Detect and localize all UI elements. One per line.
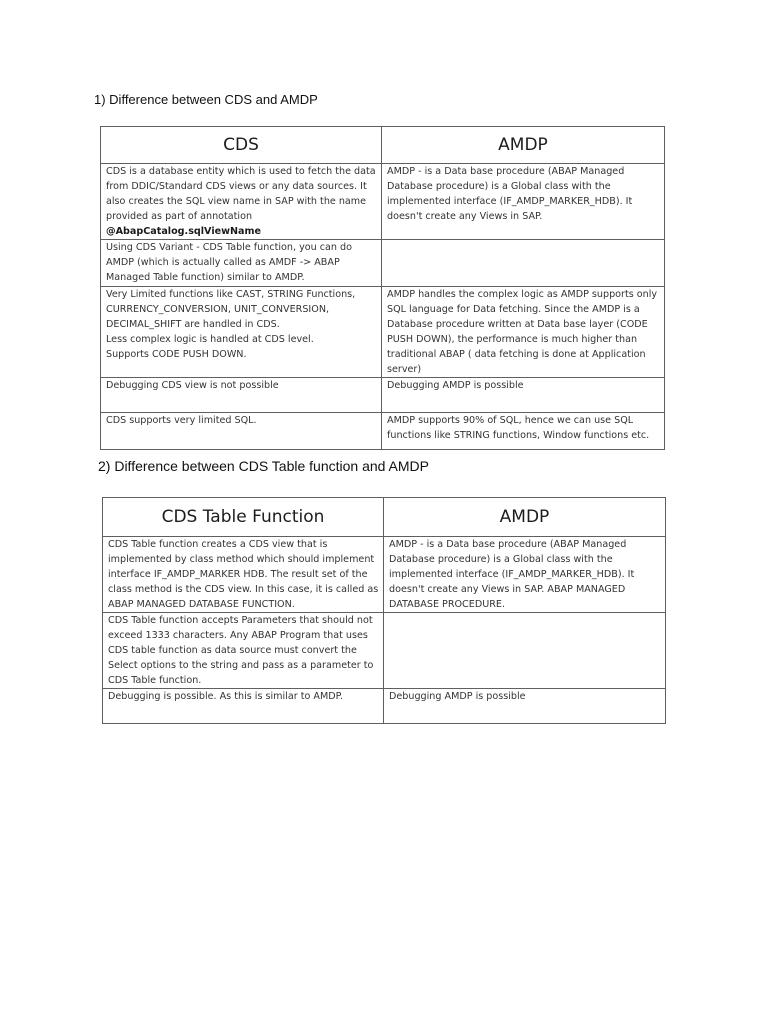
annotation-name: @AbapCatalog.sqlViewName — [106, 226, 261, 237]
cds-vs-amdp-table — [100, 126, 665, 450]
cds-tf-cell-parameters: CDS Table function accepts Parameters that should not exceed 1333 characters. Any ABAP Program that uses CDS table function as data source must convert the Select options to the string and pass as a parameter to CDS Table function. — [103, 613, 384, 689]
table-row — [103, 537, 666, 613]
table-row — [101, 240, 665, 287]
cds-cell-debugging: Debugging CDS view is not possible — [101, 378, 382, 413]
table-row — [103, 689, 666, 724]
cds-tf-cell-debugging: Debugging is possible. As this is similar to AMDP. — [103, 689, 384, 724]
table-row — [101, 287, 665, 378]
amdp-cell-functions: AMDP handles the complex logic as AMDP supports only SQL language for Data fetching. Since the AMDP is a Database procedure written at Data base layer (CODE PUSH DOWN), the performance is much higher than traditional ABAP ( data fetching is done at Application server) — [382, 287, 665, 378]
amdp-cell-variant — [382, 240, 665, 287]
cds-cell-definition — [101, 164, 382, 240]
amdp-cell-sql: AMDP supports 90% of SQL, hence we can use SQL functions like STRING functions, Window functions etc. — [382, 413, 665, 450]
table-header-row — [103, 498, 666, 537]
column-header-amdp: AMDP — [384, 498, 666, 537]
amdp-cell-debugging: Debugging AMDP is possible — [384, 689, 666, 724]
cds-cell-variant: Using CDS Variant - CDS Table function, you can do AMDP (which is actually called as AMDF -> ABAP Managed Table function) similar to AMDP. — [101, 240, 382, 287]
cds-table-function-vs-amdp-table — [102, 497, 666, 724]
cds-cell-sql: CDS supports very limited SQL. — [101, 413, 382, 450]
section-1-heading: 1) Difference between CDS and AMDP — [94, 92, 318, 107]
column-header-amdp: AMDP — [382, 127, 665, 164]
table-row — [101, 413, 665, 450]
table-row — [101, 378, 665, 413]
cds-tf-cell-definition: CDS Table function creates a CDS view that is implemented by class method which should implement interface IF_AMDP_MARKER HDB. The result set of the class method is the CDS view. In this case, it is called as ABAP MANAGED DATABASE FUNCTION. — [103, 537, 384, 613]
amdp-cell-definition: AMDP - is a Data base procedure (ABAP Managed Database procedure) is a Global class with the implemented interface (IF_AMDP_MARKER_HDB). It doesn't create any Views in SAP. — [382, 164, 665, 240]
amdp-cell-definition: AMDP - is a Data base procedure (ABAP Managed Database procedure) is a Global class with the implemented interface (IF_AMDP_MARKER_HDB). It doesn't create any Views in SAP. ABAP MANAGED DATABASE PROCEDURE. — [384, 537, 666, 613]
cell-text: CDS is a database entity which is used to fetch the data from DDIC/Standard CDS views or any data sources. It also creates the SQL view name in SAP with the name provided as part of annotation — [106, 166, 376, 222]
cds-cell-functions: Very Limited functions like CAST, STRING Functions, CURRENCY_CONVERSION, UNIT_CONVERSION, DECIMAL_SHIFT are handled in CDS. Less complex logic is handled at CDS level. Supports CODE PUSH DOWN. — [101, 287, 382, 378]
section-2-heading: 2) Difference between CDS Table function and AMDP — [98, 458, 430, 474]
column-header-cds-table-function: CDS Table Function — [103, 498, 384, 537]
column-header-cds: CDS — [101, 127, 382, 164]
amdp-cell-debugging: Debugging AMDP is possible — [382, 378, 665, 413]
amdp-cell-parameters — [384, 613, 666, 689]
table-row — [103, 613, 666, 689]
table-header-row — [101, 127, 665, 164]
table-row — [101, 164, 665, 240]
